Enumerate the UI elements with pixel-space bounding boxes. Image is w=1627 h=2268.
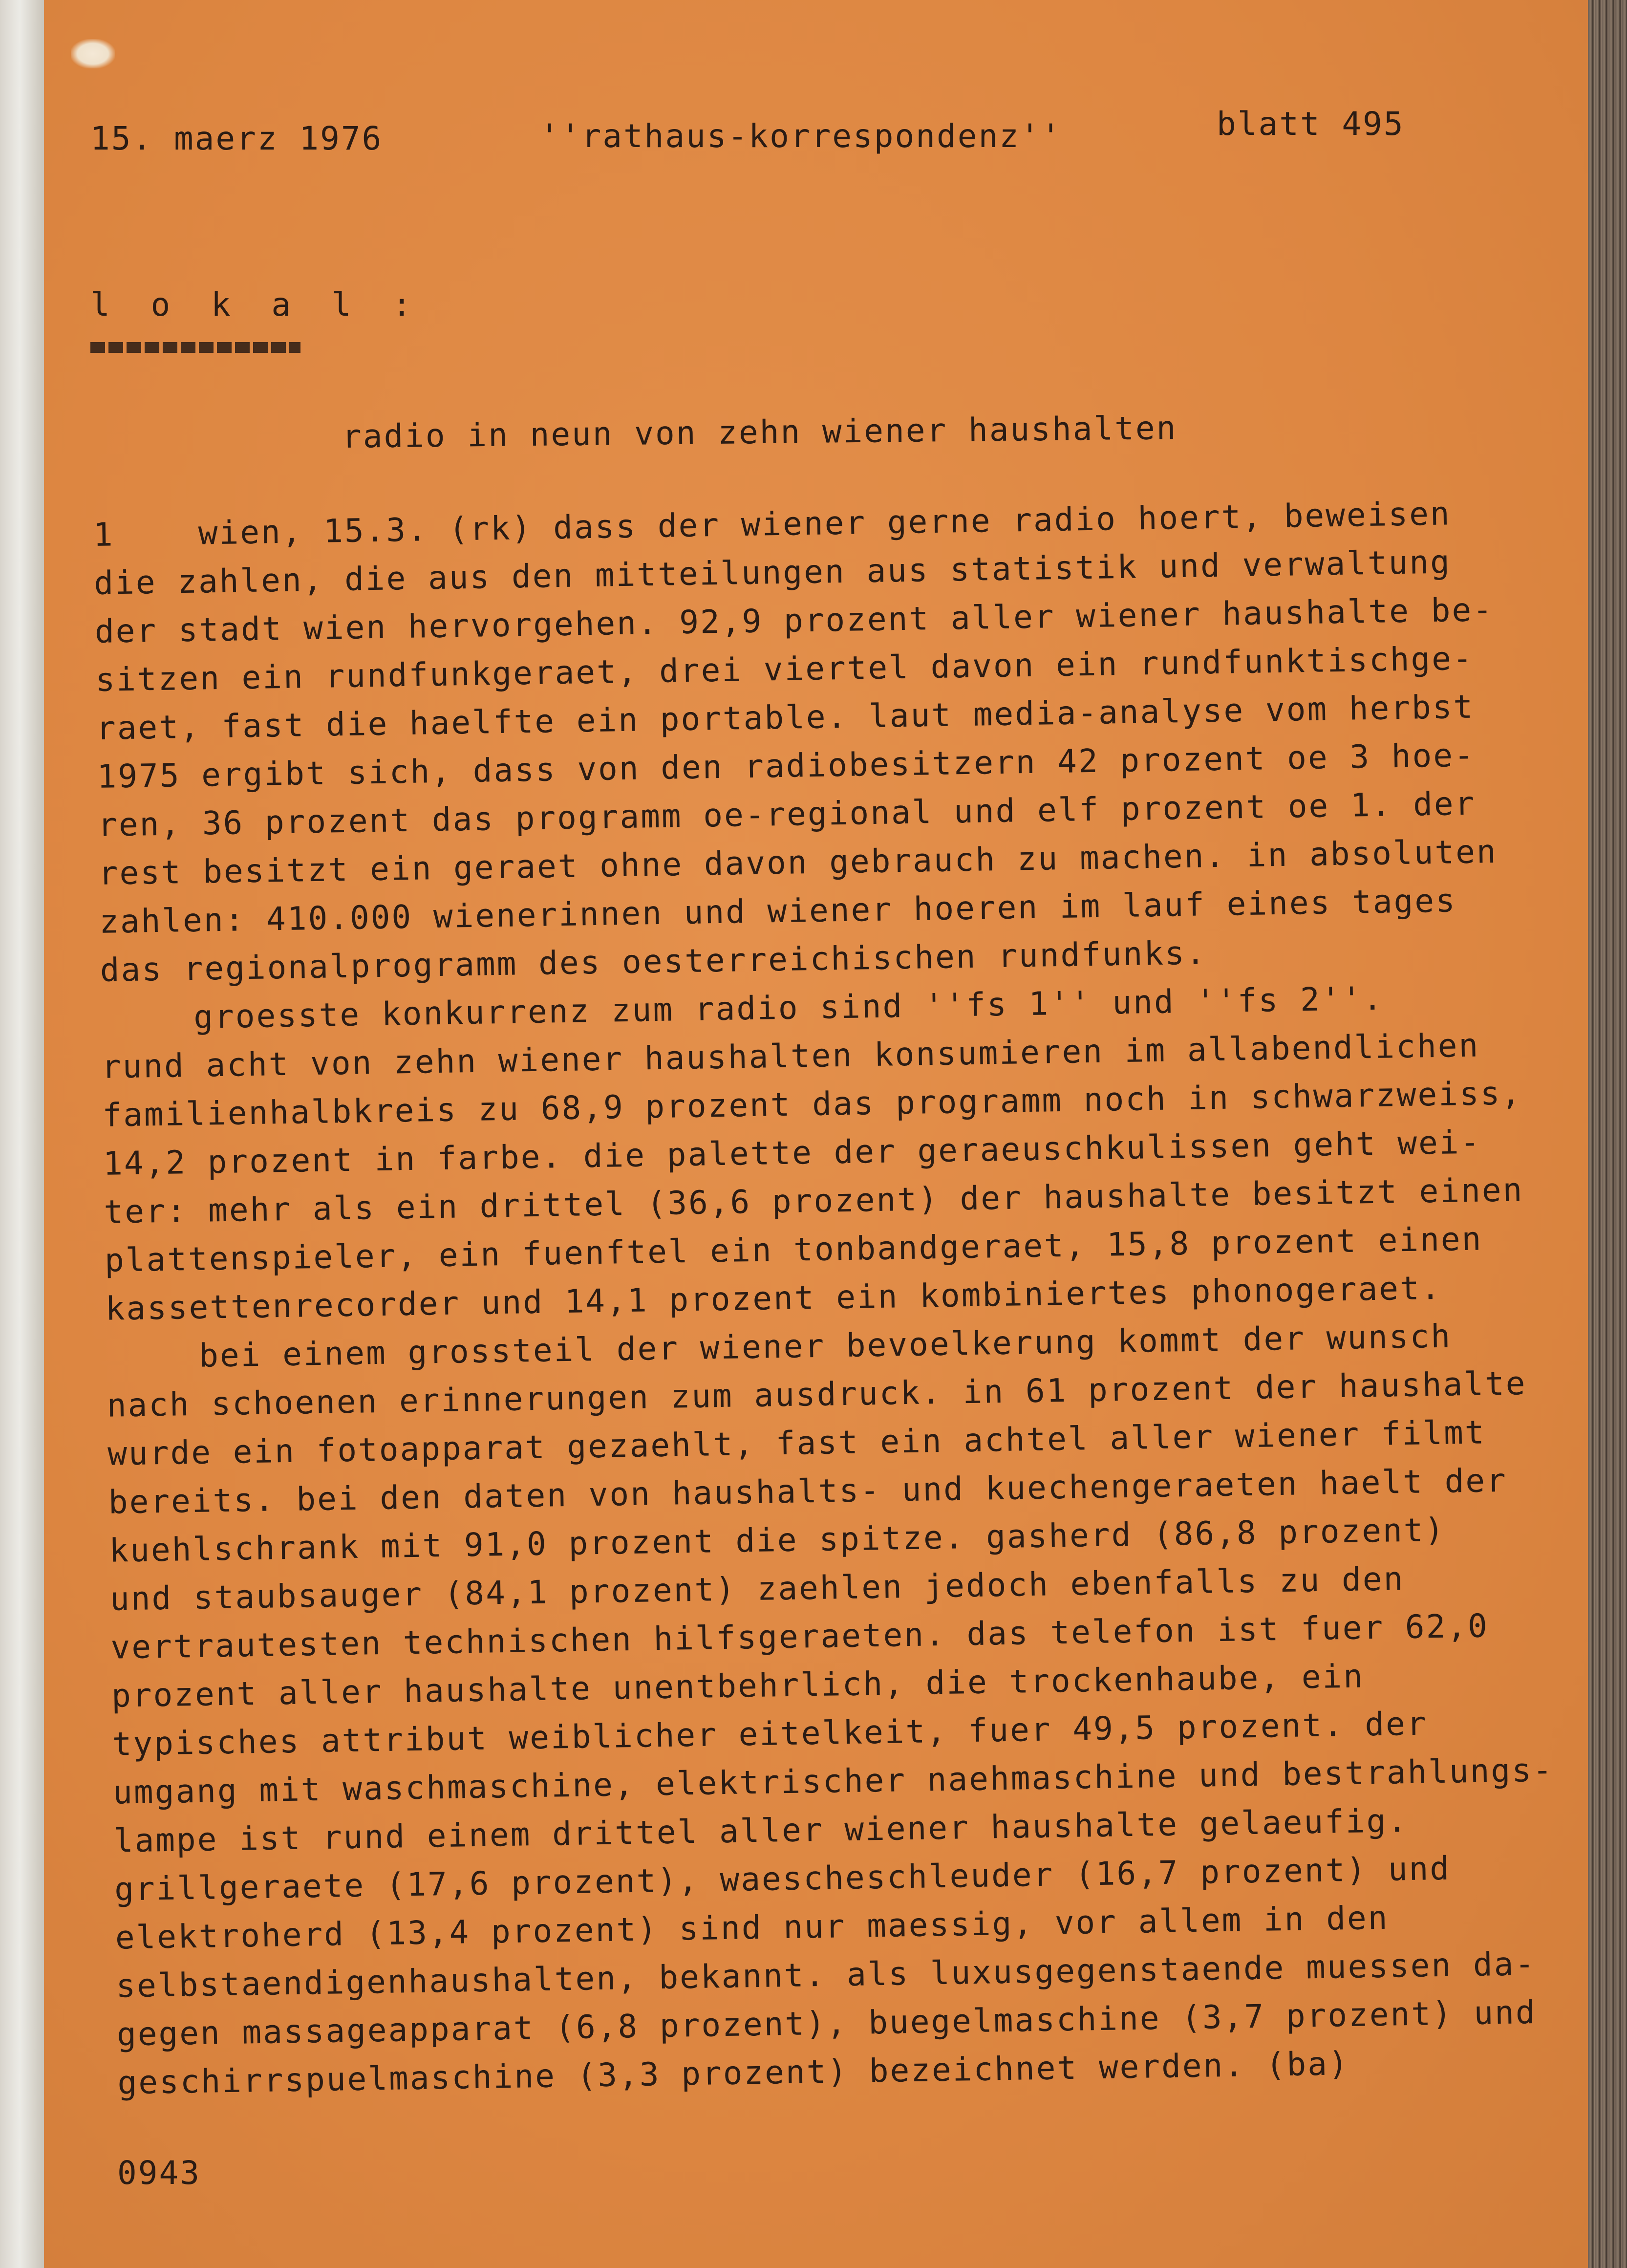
body-line-text: familienhalbkreis zu 68,9 prozent das programm noch in schwarzweiss,: [102, 1074, 1522, 1134]
body-line-text: plattenspieler, ein fuenftel ein tonbandgeraet, 15,8 prozent einen: [104, 1220, 1483, 1279]
body-line-text: bereits. bei den daten von haushalts- und kuechengeraeten haelt der: [108, 1461, 1508, 1521]
body-line-text: und staubsauger (84,1 prozent) zaehlen jedoch ebenfalls zu den: [109, 1560, 1405, 1618]
body-line-text: bei einem grossteil der wiener bevoelkerung kommt der wunsch: [198, 1317, 1452, 1375]
body-line-text: typisches attribut weiblicher eitelkeit, fuer 49,5 prozent. der: [112, 1705, 1428, 1763]
body-line-text: lampe ist rund einem drittel aller wiener haushalte gelaeufig.: [113, 1802, 1409, 1860]
section-underline: [90, 342, 300, 353]
body-line-text: ren, 36 prozent das programm oe-regional und elf prozent oe 1. der: [97, 784, 1476, 844]
body-line-text: wurde ein fotoapparat gezaehlt, fast ein achtel aller wiener filmt: [107, 1413, 1486, 1473]
body-line-text: grillgeraete (17,6 prozent), waescheschleuder (16,7 prozent) und: [114, 1849, 1451, 1908]
body-line-text: nach schoenen erinnerungen zum ausdruck. in 61 prozent der haushalte: [107, 1364, 1527, 1425]
binding-edge: [0, 0, 44, 2268]
body-line-text: zahlen: 410.000 wienerinnen und wiener hoeren im lauf eines tages: [99, 882, 1457, 941]
header-date: 15. maerz 1976: [90, 120, 383, 157]
body-line-text: prozent aller haushalte unentbehrlich, die trockenhaube, ein: [111, 1657, 1365, 1715]
paper-smudge: [71, 39, 115, 68]
body-line-text: 1975 ergibt sich, dass von den radiobesitzern 42 prozent oe 3 hoe-: [96, 736, 1476, 796]
body-line-text: kassettenrecorder und 14,1 prozent ein kombiniertes phonogeraet.: [105, 1269, 1442, 1328]
body-line-text: kuehlschrank mit 91,0 prozent die spitze. gasherd (86,8 prozent): [108, 1511, 1446, 1570]
body-line-text: raet, fast die haelfte ein portable. laut media-analyse vom herbst: [96, 688, 1475, 747]
body-line-text: gegen massageapparat (6,8 prozent), buegelmaschine (3,7 prozent) und: [116, 1993, 1537, 2053]
body-line-text: selbstaendigenhaushalten, bekannt. als luxusgegenstaende muessen da-: [115, 1944, 1536, 2005]
body-line-text: der stadt wien hervorgehen. 92,9 prozent aller wiener haushalte be-: [94, 590, 1494, 650]
body-line-text: rest besitzt ein geraet ohne davon gebrauch zu machen. in absoluten: [98, 832, 1498, 892]
body-line-text: sitzen ein rundfunkgeraet, drei viertel davon ein rundfunktischge-: [95, 639, 1474, 699]
paragraph-number: 1: [93, 516, 115, 554]
body-line-text: ter: mehr als ein drittel (36,6 prozent) der haushalte besitzt einen: [103, 1171, 1524, 1231]
article-body: [93, 488, 1564, 2107]
header-sheet-number: blatt 495: [1217, 105, 1405, 143]
page-stack-edge: [1588, 0, 1627, 2268]
body-line-text: rund acht von zehn wiener haushalten konsumieren im allabendlichen: [101, 1026, 1480, 1086]
article-headline: radio in neun von zehn wiener haushalten: [342, 409, 1177, 455]
body-line-text: groesste konkurrenz zum radio sind ''fs 1'' und ''fs 2''.: [193, 979, 1384, 1036]
body-line-text: wien, 15.3. (rk) dass der wiener gerne radio hoert, beweisen: [198, 495, 1452, 552]
body-line-text: elektroherd (13,4 prozent) sind nur maessig, vor allem in den: [115, 1899, 1390, 1957]
body-line-text: die zahlen, die aus den mitteilungen aus statistik und verwaltung: [93, 543, 1452, 602]
header-publication: ''rathaus-korrespondenz'': [540, 117, 1062, 155]
body-line-text: vertrautesten technischen hilfsgeraeten. das telefon ist fuer 62,0: [110, 1607, 1489, 1666]
body-line-text: umgang mit waschmaschine, elektrischer naehmaschine und bestrahlungs-: [112, 1751, 1554, 1812]
footer-code: 0943: [117, 2154, 201, 2192]
body-line-text: geschirrspuelmaschine (3,3 prozent) bezeichnet werden. (ba): [117, 2045, 1350, 2102]
body-line-text: 14,2 prozent in farbe. die palette der geraeuschkulissen geht wei-: [103, 1123, 1481, 1183]
section-label: l o k a l :: [90, 286, 423, 324]
body-line-text: das regionalprogramm des oesterreichischen rundfunks.: [100, 934, 1207, 989]
